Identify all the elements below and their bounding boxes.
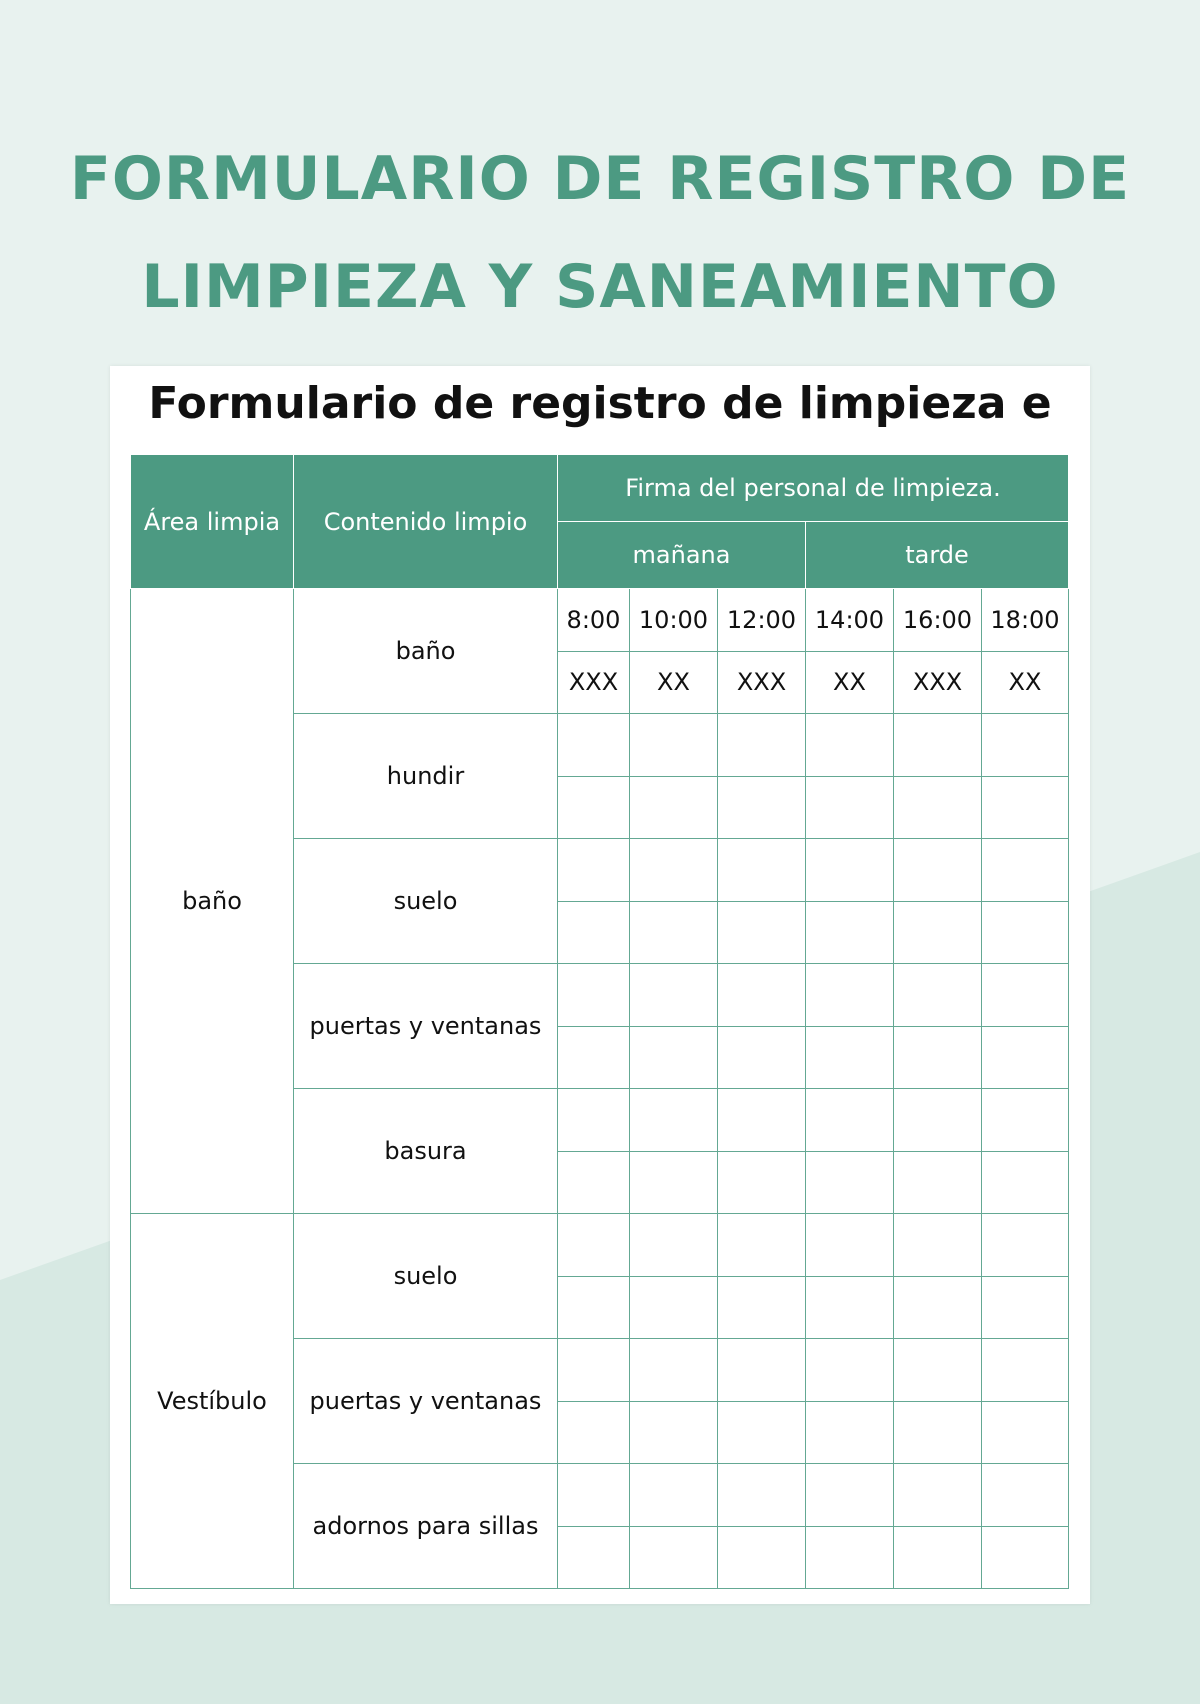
sheet-title: Formulario de registro de limpieza e <box>148 378 1052 429</box>
signature-cell[interactable] <box>558 1026 630 1089</box>
signature-cell[interactable] <box>982 1214 1069 1277</box>
signature-cell[interactable] <box>982 839 1069 902</box>
signature-cell[interactable] <box>718 1339 806 1402</box>
signature-cell[interactable] <box>718 714 806 777</box>
signature-cell[interactable] <box>806 1026 894 1089</box>
time-cell: 12:00 <box>718 589 806 652</box>
signature-cell[interactable] <box>558 901 630 964</box>
content-cell: puertas y ventanas <box>294 1339 558 1464</box>
signature-cell[interactable] <box>806 1401 894 1464</box>
signature-cell[interactable] <box>982 1276 1069 1339</box>
signature-cell[interactable] <box>558 1339 630 1402</box>
signature-cell[interactable] <box>982 776 1069 839</box>
signature-cell[interactable] <box>806 901 894 964</box>
signature-cell[interactable] <box>982 714 1069 777</box>
signature-cell[interactable] <box>806 964 894 1027</box>
signature-cell[interactable] <box>894 1464 982 1527</box>
signature-cell[interactable] <box>558 1151 630 1214</box>
signature-cell[interactable] <box>558 1401 630 1464</box>
signature-cell[interactable] <box>630 1026 718 1089</box>
content-cell: suelo <box>294 839 558 964</box>
time-cell: 18:00 <box>982 589 1069 652</box>
signature-cell[interactable] <box>894 1339 982 1402</box>
signature-cell[interactable] <box>558 1526 630 1589</box>
signature-cell[interactable] <box>630 1214 718 1277</box>
page-title <box>0 125 1200 341</box>
content-cell: hundir <box>294 714 558 839</box>
signature-cell[interactable] <box>806 1151 894 1214</box>
signature-cell[interactable] <box>630 1276 718 1339</box>
signature-cell[interactable]: XX <box>806 651 894 714</box>
signature-cell[interactable] <box>718 901 806 964</box>
signature-cell[interactable] <box>894 1089 982 1152</box>
signature-cell[interactable] <box>982 1339 1069 1402</box>
signature-cell[interactable] <box>718 776 806 839</box>
signature-cell[interactable] <box>630 1464 718 1527</box>
signature-cell[interactable] <box>558 1464 630 1527</box>
signature-cell[interactable] <box>558 1089 630 1152</box>
signature-cell[interactable] <box>630 1339 718 1402</box>
signature-cell[interactable] <box>894 1026 982 1089</box>
header-content: Contenido limpio <box>294 455 558 589</box>
header-morning: mañana <box>558 522 806 589</box>
signature-cell[interactable] <box>558 714 630 777</box>
signature-cell[interactable] <box>558 776 630 839</box>
signature-cell[interactable] <box>894 1401 982 1464</box>
signature-cell[interactable] <box>718 1214 806 1277</box>
signature-cell[interactable] <box>806 714 894 777</box>
signature-cell[interactable] <box>982 1464 1069 1527</box>
signature-cell[interactable]: XXX <box>894 651 982 714</box>
header-area: Área limpia <box>131 455 294 589</box>
signature-cell[interactable] <box>982 1526 1069 1589</box>
page-title-line-1: FORMULARIO DE REGISTRO DE <box>69 144 1131 214</box>
signature-cell[interactable] <box>982 1401 1069 1464</box>
signature-cell[interactable] <box>718 964 806 1027</box>
signature-cell[interactable] <box>806 1089 894 1152</box>
signature-cell[interactable]: XXX <box>558 651 630 714</box>
signature-cell[interactable] <box>894 964 982 1027</box>
content-cell: baño <box>294 589 558 714</box>
signature-cell[interactable] <box>630 1089 718 1152</box>
signature-cell[interactable] <box>630 964 718 1027</box>
time-cell: 14:00 <box>806 589 894 652</box>
signature-cell[interactable] <box>630 714 718 777</box>
signature-cell[interactable] <box>806 776 894 839</box>
signature-cell[interactable] <box>718 839 806 902</box>
signature-cell[interactable] <box>894 714 982 777</box>
signature-cell[interactable]: XX <box>982 651 1069 714</box>
content-cell: puertas y ventanas <box>294 964 558 1089</box>
signature-cell[interactable] <box>894 901 982 964</box>
signature-cell[interactable] <box>982 1089 1069 1152</box>
header-afternoon: tarde <box>806 522 1069 589</box>
signature-cell[interactable] <box>894 1526 982 1589</box>
signature-cell[interactable] <box>806 839 894 902</box>
signature-cell[interactable] <box>558 964 630 1027</box>
signature-cell[interactable] <box>894 839 982 902</box>
signature-cell[interactable] <box>630 1401 718 1464</box>
signature-cell[interactable] <box>630 1526 718 1589</box>
signature-cell[interactable]: XXX <box>718 651 806 714</box>
area-cell: baño <box>131 589 294 1214</box>
signature-cell[interactable] <box>718 1526 806 1589</box>
signature-cell[interactable] <box>630 776 718 839</box>
signature-cell[interactable] <box>806 1464 894 1527</box>
signature-cell[interactable] <box>894 1151 982 1214</box>
time-cell: 10:00 <box>630 589 718 652</box>
signature-cell[interactable]: XX <box>630 651 718 714</box>
area-cell: Vestíbulo <box>131 1214 294 1589</box>
signature-cell[interactable] <box>630 901 718 964</box>
signature-cell[interactable] <box>718 1089 806 1152</box>
signature-cell[interactable] <box>982 964 1069 1027</box>
signature-cell[interactable] <box>894 1276 982 1339</box>
signature-cell[interactable] <box>718 1401 806 1464</box>
signature-cell[interactable] <box>894 1214 982 1277</box>
page-title-line-2: LIMPIEZA Y SANEAMIENTO <box>141 252 1059 322</box>
content-cell: adornos para sillas <box>294 1464 558 1589</box>
signature-cell[interactable] <box>718 1151 806 1214</box>
signature-cell[interactable] <box>806 1339 894 1402</box>
cleaning-log-table <box>130 454 1069 1589</box>
signature-cell[interactable] <box>806 1214 894 1277</box>
signature-cell[interactable] <box>718 1026 806 1089</box>
content-cell: suelo <box>294 1214 558 1339</box>
signature-cell[interactable] <box>718 1276 806 1339</box>
signature-cell[interactable] <box>982 901 1069 964</box>
signature-cell[interactable] <box>806 1276 894 1339</box>
signature-cell[interactable] <box>558 1214 630 1277</box>
signature-cell[interactable] <box>982 1026 1069 1089</box>
header-signature: Firma del personal de limpieza. <box>558 455 1069 522</box>
content-cell: basura <box>294 1089 558 1214</box>
signature-cell[interactable] <box>718 1464 806 1527</box>
time-cell: 8:00 <box>558 589 630 652</box>
time-cell: 16:00 <box>894 589 982 652</box>
signature-cell[interactable] <box>630 1151 718 1214</box>
form-sheet <box>110 366 1090 1604</box>
signature-cell[interactable] <box>558 1276 630 1339</box>
signature-cell[interactable] <box>806 1526 894 1589</box>
signature-cell[interactable] <box>630 839 718 902</box>
signature-cell[interactable] <box>894 776 982 839</box>
signature-cell[interactable] <box>982 1151 1069 1214</box>
signature-cell[interactable] <box>558 839 630 902</box>
